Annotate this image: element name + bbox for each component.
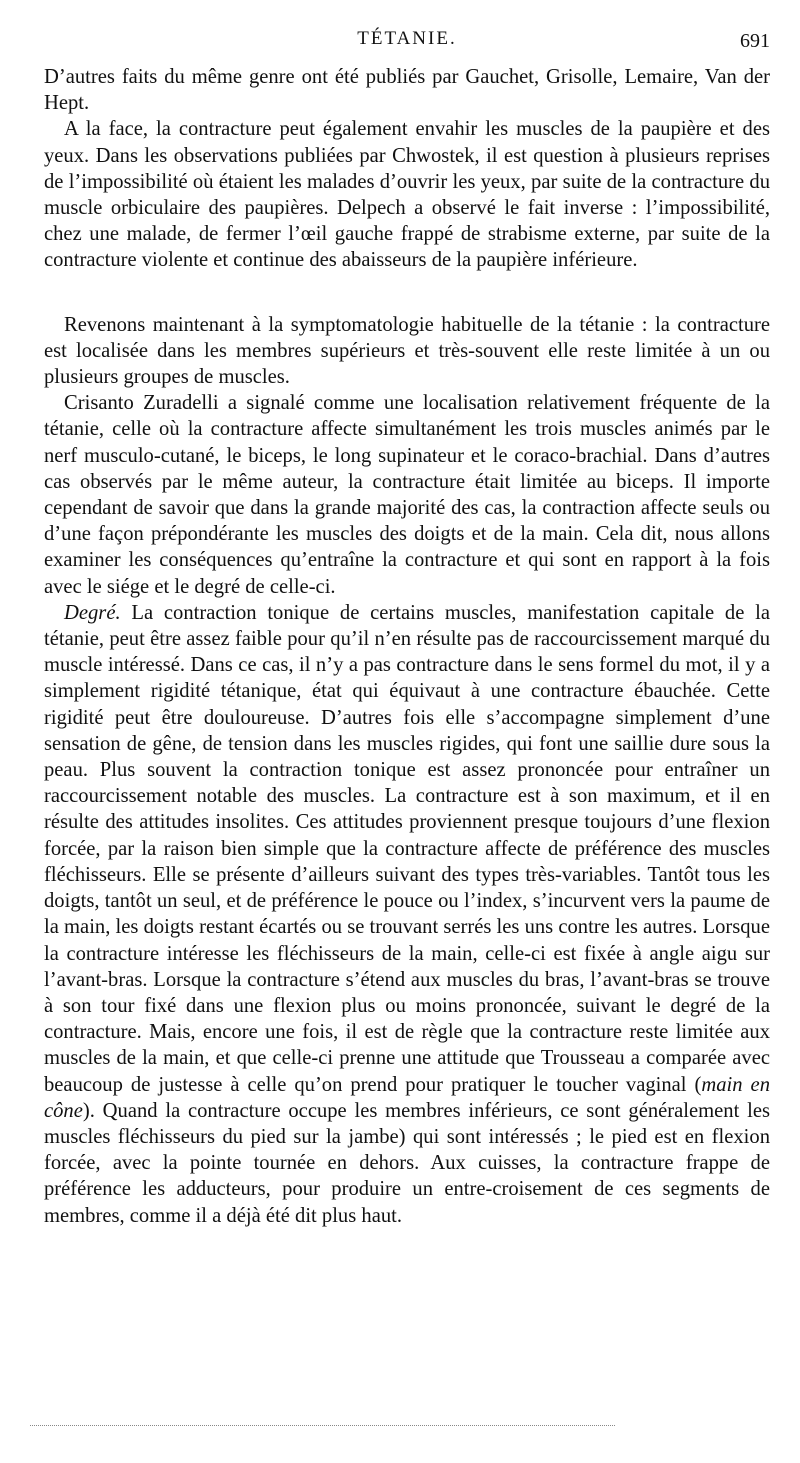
degree-text-a: La contraction tonique de certains muscles, manifestation capitale de la tétanie, peut être assez faible pour qu’il n’en résulte pas de raccourcissement marqué du muscle intéressé. Dans ce cas, il n’y a pas contracture dans le sens formel du mot, il y a simplement rigidité tétanique, état qui équivaut à une contracture ébauchée. Cette rigidité peut être douloureuse. D’autres fois elle s’accompagne simplement d’une sensation de gêne, de tension dans les muscles rigides, qui font une saillie dure sous la peau. Plus souvent la contraction tonique est assez prononcée pour entraîner un raccourcissement notable des muscles. La contracture est à son maximum, et il en résulte des attitudes insolites. Ces attitudes proviennent presque toujours d’une flexion forcée, par la raison bien simple que la contracture affecte de préférence des muscles fléchisseurs. Elle se présente d’ailleurs suivant des types très-variables. Tantôt tous les doigts, tantôt un seul, et de préférence le pouce ou l’index, s’incurvent vers la paume de la main, les doigts restant écartés ou se trouvant serrés les uns contre les autres. Lorsque la contracture intéresse les fléchisseurs de la main, celle-ci est fixée à angle aigu sur l’avant-bras. Lorsque la contracture s’étend aux muscles du bras, l’avant-bras se trouve à son tour fixé dans une flexion plus ou moins prononcée, suivant le degré de la contracture. Mais, encore une fois, il est de règle que la contracture reste limitée aux muscles de la main, et que celle-ci prenne une attitude que Trousseau a comparée avec beaucoup de justesse à celle qu’on prend pour pratiquer le toucher vaginal ( <box>44 601 770 1096</box>
paragraph-continuation: D’autres faits du même genre ont été publiés par Gauchet, Grisolle, Lemaire, Van der Hept. <box>44 66 770 115</box>
paragraph-symptomatology: Revenons maintenant à la symptomatologie habituelle de la tétanie : la contracture est localisée dans les membres supérieurs et très-souvent elle reste limitée à un ou plusieurs groupes de muscles. <box>44 313 770 389</box>
degree-label: Degré. <box>64 601 121 624</box>
main-en-cone-term: main en cône <box>44 1073 770 1122</box>
page-header <box>44 28 770 58</box>
paragraph-zuradelli: Crisanto Zuradelli a signalé comme une localisation relativement fréquente de la tétanie, celle où la contracture affecte simultanément les trois muscles animés par le nerf musculo-cutané, le biceps, le long supinateur et le coraco-brachial. Dans d’autres cas observés par le même auteur, la contracture était limitée au biceps. Il importe cependant de savoir que dans la grande majorité des cas, la contraction affecte seuls ou d’une façon prépondérante les muscles des doigts et de la main. Cela dit, nous allons examiner les conséquences qu’entraîne la contracture et qui sont en rapport à la fois avec le siége et le degré de celle-ci. <box>44 392 770 598</box>
degree-text-b: ). Quand la contracture occupe les membres inférieurs, ce sont généralement les muscles fléchisseurs du pied sur la jambe) qui sont intéressés ; le pied est en flexion forcée, avec la pointe tournée en dehors. Aux cuisses, la contracture frappe de préférence les adducteurs, pour produire un entre-croisement de ces segments de membres, comme il a déjà été dit plus haut. <box>44 1099 770 1227</box>
page-body <box>44 64 770 1229</box>
page-number: 691 <box>740 30 770 52</box>
paragraph-degree <box>44 600 770 1229</box>
footer-rule <box>30 1425 615 1426</box>
running-title: TÉTANIE. <box>357 28 457 49</box>
paragraph-face-contracture: A la face, la contracture peut également envahir les muscles de la paupière et des yeux. Dans les observations publiées par Chwostek, il est question à plusieurs reprises de l’impossibilité où étaient les malades d’ouvrir les yeux, par suite de la contracture du muscle orbiculaire des paupières. Delpech a observé le fait inverse : l’impossibilité, chez une malade, de fermer l’œil gauche frappé de strabisme externe, par suite de la contracture violente et continue des abaisseurs de la paupière inférieure. <box>44 118 770 272</box>
